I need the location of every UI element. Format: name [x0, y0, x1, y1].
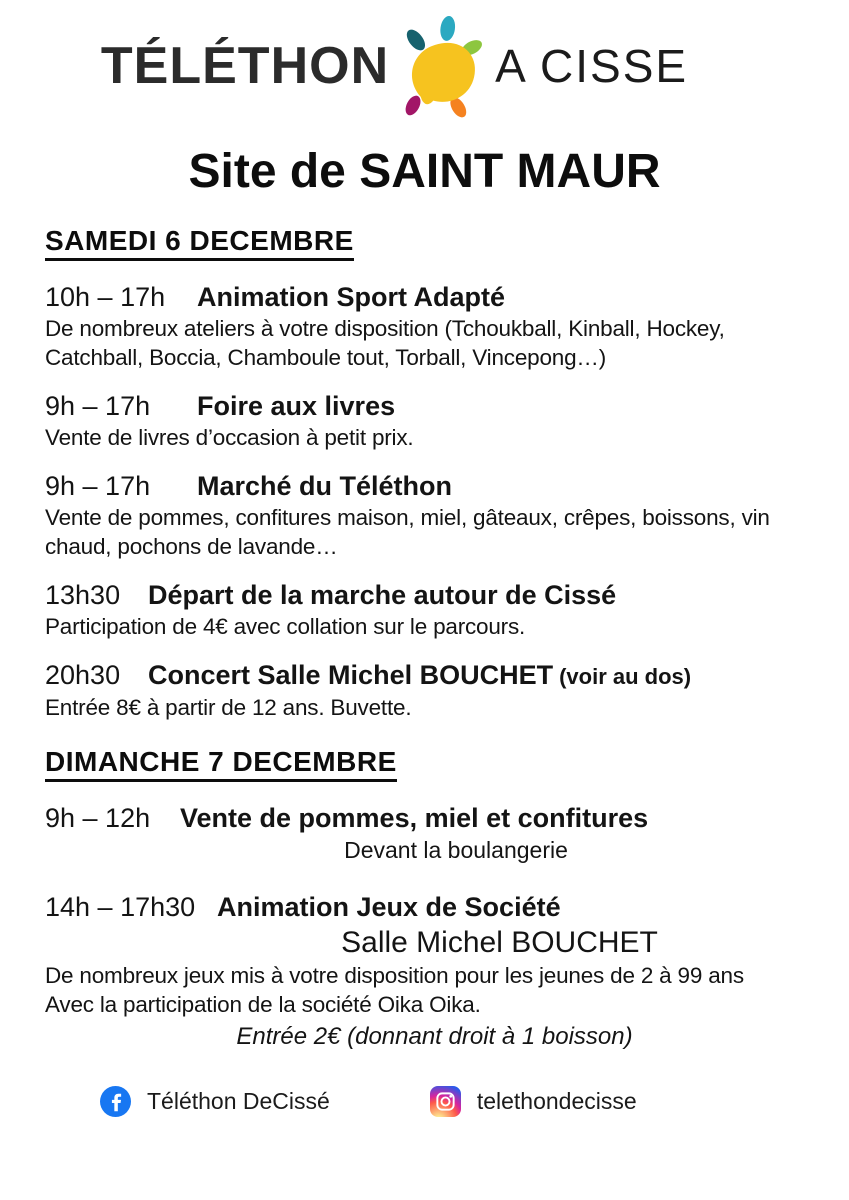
event-time: 10h – 17h [45, 282, 166, 312]
event-description: Participation de 4€ avec collation sur le parcours. [45, 614, 526, 639]
header [0, 0, 819, 118]
event-price-note: Entrée 2€ (donnant droit à 1 boisson) [236, 1023, 633, 1050]
logo-blob [412, 43, 475, 104]
event-title: Foire aux livres [197, 391, 396, 421]
event-title: Vente de pommes, miel et confitures [180, 803, 649, 833]
event-title-line [45, 891, 804, 924]
program [0, 225, 849, 1052]
event-concert [45, 659, 804, 722]
event-description: Entrée 8€ à partir de 12 ans. Buvette. [45, 695, 412, 720]
event-description: De nombreux ateliers à votre disposition (Tchoukball, Kinball, Hockey, Catchball, Boccia, Chamboule tout, Torball, Vincepong…) [45, 316, 725, 370]
event-marche-telethon [45, 470, 804, 561]
event-vente-pommes [45, 802, 804, 865]
event-jeux-societe [45, 891, 804, 1052]
instagram-handle-label: telethondecisse [476, 1088, 637, 1114]
facebook-handle [100, 1086, 330, 1117]
event-sport-adapte [45, 281, 804, 372]
event-location: Devant la boulangerie [344, 837, 568, 863]
event-title-note: (voir au dos) [559, 664, 692, 689]
event-description: Vente de pommes, confitures maison, miel, gâteaux, crêpes, boissons, vin chaud, pochons de lavande… [45, 505, 770, 559]
instagram-handle [430, 1086, 637, 1117]
event-marche-autour-cisse [45, 579, 804, 641]
footer [0, 1070, 849, 1117]
instagram-icon [430, 1086, 461, 1117]
day-heading-saturday: SAMEDI 6 DECEMBRE [45, 225, 804, 261]
logo-petal-bottom-left [403, 93, 424, 118]
event-title-line [45, 390, 804, 423]
event-title-line [45, 802, 804, 835]
event-title: Concert Salle Michel BOUCHET [148, 660, 554, 690]
facebook-handle-label: Téléthon DeCissé [147, 1088, 330, 1114]
event-time: 20h30 [45, 660, 121, 690]
page-title: Site de SAINT MAUR [188, 145, 661, 198]
event-title-line [45, 579, 804, 612]
event-time: 14h – 17h30 [45, 892, 196, 922]
event-location: Salle Michel BOUCHET [341, 926, 658, 959]
event-description: De nombreux jeux mis à votre disposition pour les jeunes de 2 à 99 ans Avec la participation de la société Oika Oika. [45, 963, 744, 1017]
event-time: 9h – 17h [45, 471, 151, 501]
event-title: Marché du Téléthon [197, 471, 453, 501]
event-time: 9h – 12h [45, 803, 151, 833]
telethon-logo-icon [395, 14, 485, 118]
event-title-line [45, 470, 804, 503]
telethon-wordmark: TÉLÉTHON [100, 37, 390, 95]
event-title: Animation Sport Adapté [197, 282, 505, 312]
logo-petal-top [439, 15, 457, 42]
day-heading-sunday: DIMANCHE 7 DECEMBRE [45, 746, 804, 782]
event-foire-aux-livres [45, 390, 804, 452]
event-title: Départ de la marche autour de Cissé [148, 580, 617, 610]
event-time: 9h – 17h [45, 391, 151, 421]
event-title-line [45, 281, 804, 314]
event-description: Vente de livres d’occasion à petit prix. [45, 425, 414, 450]
event-time: 13h30 [45, 580, 121, 610]
header-location: A CISSE [495, 40, 689, 92]
event-title-line [45, 659, 804, 693]
logo-petal-upper-left [403, 26, 428, 53]
facebook-icon [100, 1086, 131, 1117]
event-title: Animation Jeux de Société [217, 892, 561, 922]
